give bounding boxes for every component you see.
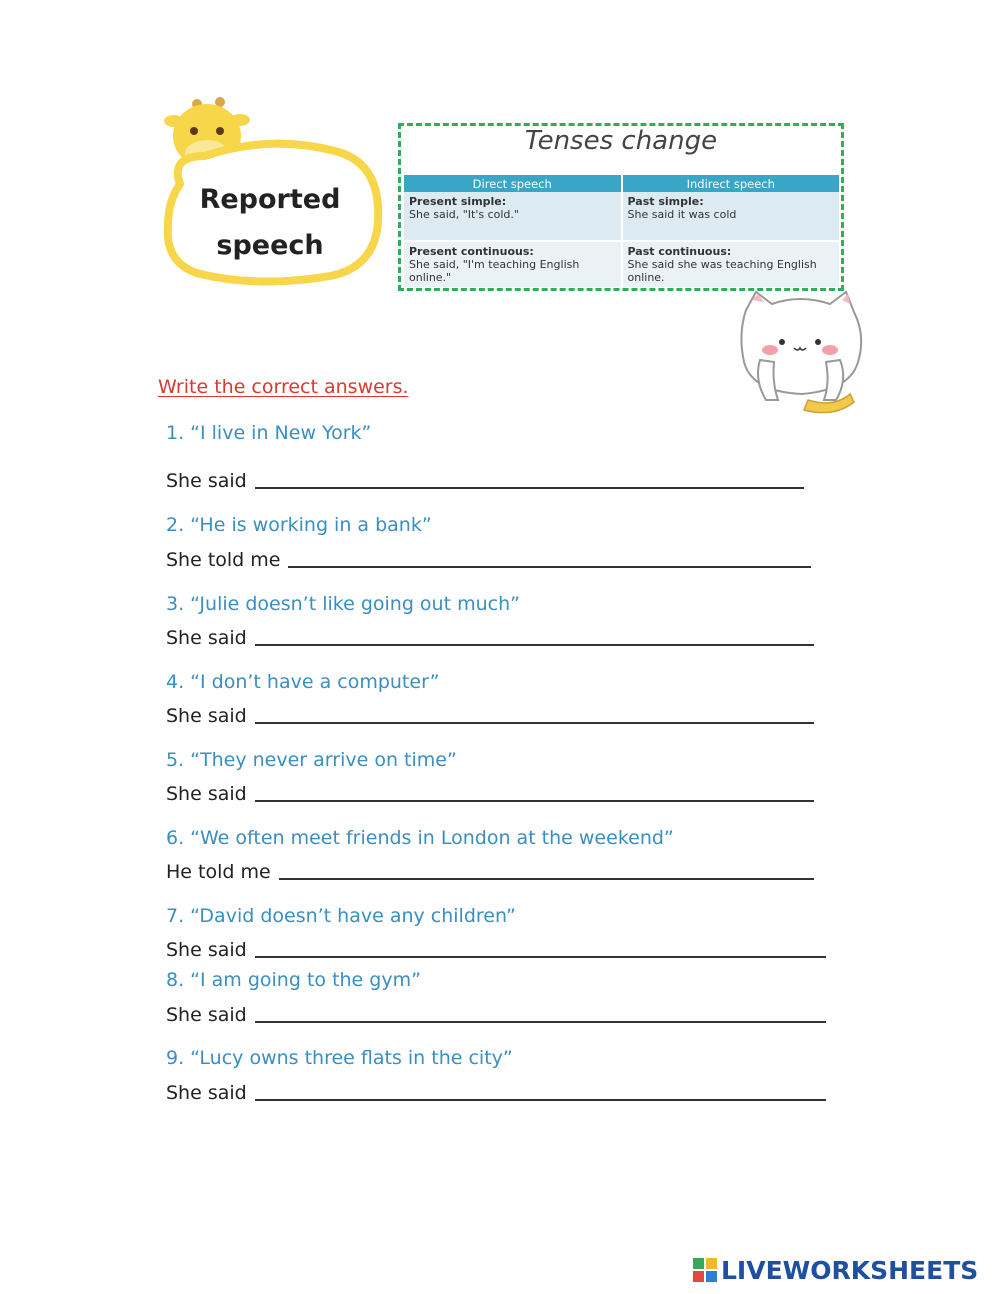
question-prompt: 3. “Julie doesn’t like going out much” (166, 593, 520, 615)
tenses-table (404, 175, 839, 287)
answer-blank[interactable] (279, 877, 814, 880)
answer-label: She said (166, 470, 247, 492)
cell-heading: Present continuous: (409, 245, 534, 258)
question-prompt: 8. “I am going to the gym” (166, 969, 421, 991)
answer-blank[interactable] (255, 955, 826, 958)
answer-field[interactable] (166, 779, 814, 805)
liveworksheets-logo (693, 1254, 978, 1286)
instruction-text: Write the correct answers. (158, 376, 409, 398)
answer-blank[interactable] (255, 721, 814, 724)
table-cell (404, 241, 622, 287)
cat-illustration-icon (738, 290, 866, 420)
answer-field[interactable] (166, 466, 804, 492)
tenses-change-box (398, 123, 844, 291)
cell-heading: Past simple: (627, 195, 704, 208)
column-header-indirect: Indirect speech (622, 175, 840, 192)
cell-example: She said, "I'm teaching English online." (409, 258, 580, 284)
answer-blank[interactable] (255, 1020, 826, 1023)
table-row (404, 241, 839, 287)
table-row (404, 192, 839, 241)
answer-label: She said (166, 783, 247, 805)
question-prompt: 9. “Lucy owns three flats in the city” (166, 1047, 513, 1069)
cell-heading: Present simple: (409, 195, 507, 208)
table-cell (622, 241, 840, 287)
answer-field[interactable] (166, 545, 811, 571)
tenses-title: Tenses change (524, 126, 718, 156)
cell-example: She said she was teaching English online. (627, 258, 817, 284)
column-header-direct: Direct speech (404, 175, 622, 192)
answer-blank[interactable] (255, 1098, 826, 1101)
answer-blank[interactable] (255, 486, 804, 489)
answer-field[interactable] (166, 857, 814, 883)
question-prompt: 7. “David doesn’t have any children” (166, 905, 516, 927)
page-title-line2: speech (216, 230, 324, 261)
table-cell (404, 192, 622, 241)
cell-example: She said, "It's cold." (409, 208, 519, 221)
answer-field[interactable] (166, 623, 814, 649)
cell-heading: Past continuous: (627, 245, 732, 258)
page-title-line1: Reported (199, 184, 341, 215)
answer-label: She said (166, 1004, 247, 1026)
question-prompt: 6. “We often meet friends in London at the weekend” (166, 827, 674, 849)
question-prompt: 5. “They never arrive on time” (166, 749, 457, 771)
answer-field[interactable] (166, 935, 826, 961)
answer-field[interactable] (166, 1078, 826, 1104)
answer-label: She told me (166, 549, 281, 571)
answer-blank[interactable] (288, 565, 811, 568)
answer-label: She said (166, 705, 247, 727)
answer-blank[interactable] (255, 643, 814, 646)
cell-example: She said it was cold (627, 208, 737, 221)
answer-label: He told me (166, 861, 271, 883)
answer-field[interactable] (166, 701, 814, 727)
answer-blank[interactable] (255, 799, 814, 802)
answer-label: She said (166, 939, 247, 961)
answer-field[interactable] (166, 1000, 826, 1026)
logo-text: LIVEWORKSHEETS (721, 1255, 979, 1285)
question-prompt: 1. “I live in New York” (166, 422, 372, 444)
answer-label: She said (166, 627, 247, 649)
table-cell (622, 192, 840, 241)
question-prompt: 4. “I don’t have a computer” (166, 671, 440, 693)
liveworksheets-logo-icon (693, 1258, 717, 1282)
answer-label: She said (166, 1082, 247, 1104)
question-prompt: 2. “He is working in a bank” (166, 514, 432, 536)
